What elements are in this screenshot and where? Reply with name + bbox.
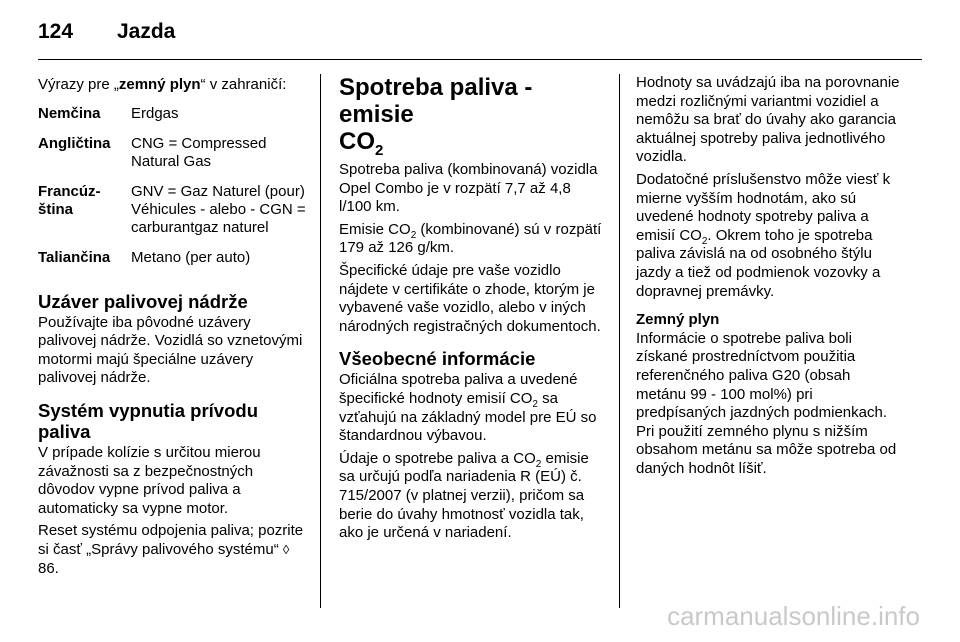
term-language: Nemčina — [38, 104, 101, 122]
comparison-text: Hodnoty sa uvádzajú iba na porovnanie medzi rozličnými variantmi vozidiel a nemôžu sa brať do úvahy ako garancia aktuálnej spotreby paliva jednotlivého vozidla. — [636, 74, 900, 166]
column-divider — [619, 74, 620, 608]
column-left — [38, 74, 312, 582]
column-right — [636, 74, 904, 482]
section-title: Jazda — [117, 20, 176, 43]
column-middle — [339, 74, 605, 547]
arrow-reference-icon: ◊ — [282, 541, 290, 557]
term-language: Angličtina — [38, 134, 111, 152]
term-value: Erdgas — [131, 104, 179, 122]
foreign-terms-table — [38, 105, 312, 279]
fuel-cap-text: Používajte iba pôvodné uzávery palivovej nádrže. Vozidlá so vznetovými motormi majú špeciálne uzávery palivovej nádrže. — [38, 313, 303, 387]
term-language: Francúz-ština — [38, 182, 101, 218]
table-row — [38, 105, 312, 135]
column-divider — [320, 74, 321, 608]
term-value: CNG = Compressed Natural Gas — [131, 134, 267, 170]
reference-page-link[interactable]: 86. — [38, 559, 59, 577]
term-language: Taliančina — [38, 248, 111, 266]
table-row — [38, 135, 312, 183]
consumption-text: Spotreba paliva (kombinovaná) vozidla Opel Combo je v rozpätí 7,7 až 4,8 l/100 km. — [339, 161, 598, 216]
fuel-shutoff-text: V prípade kolízie s určitou mierou závažnosti sa z bezpečnostných dôvodov vypne prívod paliva a automaticky sa vypne motor. — [38, 443, 261, 517]
emissions-heading: Spotreba paliva - emisie $CO_2$ — [339, 74, 533, 159]
table-row — [38, 183, 312, 249]
fuel-shutoff-heading: Systém vypnutia prívodu paliva — [38, 399, 258, 442]
official-values-text: Oficiálna spotreba paliva a uvedené špecifické hodnoty emisií $CO_2$ sa vzťahujú na základný model pre EÚ so štandardnou výbavou. — [339, 371, 597, 445]
natural-gas-text: Informácie o spotrebe paliva boli získané prostredníctvom použitia referenčného paliva G20 (obsah metánu 99 - 100 mol%) pri predpísaných jazdných podmienkach. Pri použití zemného plynu s nižším obsahom metánu sa môže spotreba od daných hodnôt líšiť. — [636, 329, 897, 477]
page-header — [38, 16, 922, 48]
foreign-terms-intro: Výrazy pre „zemný plyn“ v zahraničí: — [38, 76, 287, 93]
natural-gas-heading: Zemný plyn — [636, 311, 720, 329]
emission-text: Emisie $CO_2$ (kombinované) sú v rozpätí 179 až 126 g/km. — [339, 220, 602, 257]
watermark: carmanualsonline.info — [667, 601, 920, 631]
accessory-text: Dodatočné príslušenstvo môže viesť k mierne vyšším hodnotám, ako sú uvedené hodnoty spotreby paliva a emisií $CO_2$. Okrem toho je spotreba paliva závislá na od osobného štýlu jazdy a tiež od podmienok vozovky a dopravnej premávky. — [636, 170, 891, 300]
regulation-text: Údaje o spotrebe paliva a $CO_2$ emisie sa určujú podľa nariadenia R (EÚ) č. 715/2007 (v platnej verzii), pričom sa berie do úvahy hmotnosť vozidla tak, ako je určená v nariadení. — [339, 449, 589, 542]
specific-data-text: Špecifické údaje pre vaše vozidlo nájdete v certifikáte o zhode, ktorým je vybavené vaše vozidlo, alebo v iných národných registračných dokumentoch. — [339, 261, 601, 335]
fuel-cap-heading: Uzáver palivovej nádrže — [38, 290, 248, 312]
page-number: 124 — [38, 20, 74, 43]
table-row — [38, 249, 312, 279]
reset-text: Reset systému odpojenia paliva; pozrite si časť „Správy palivového systému“ ◊ 86. — [38, 522, 304, 577]
term-value: GNV = Gaz Naturel (pour) Véhicules - alebo - CGN = carburantgaz naturel — [131, 182, 306, 236]
term-value: Metano (per auto) — [131, 248, 251, 266]
general-info-heading: Všeobecné informácie — [339, 348, 536, 370]
header-rule — [38, 59, 922, 60]
